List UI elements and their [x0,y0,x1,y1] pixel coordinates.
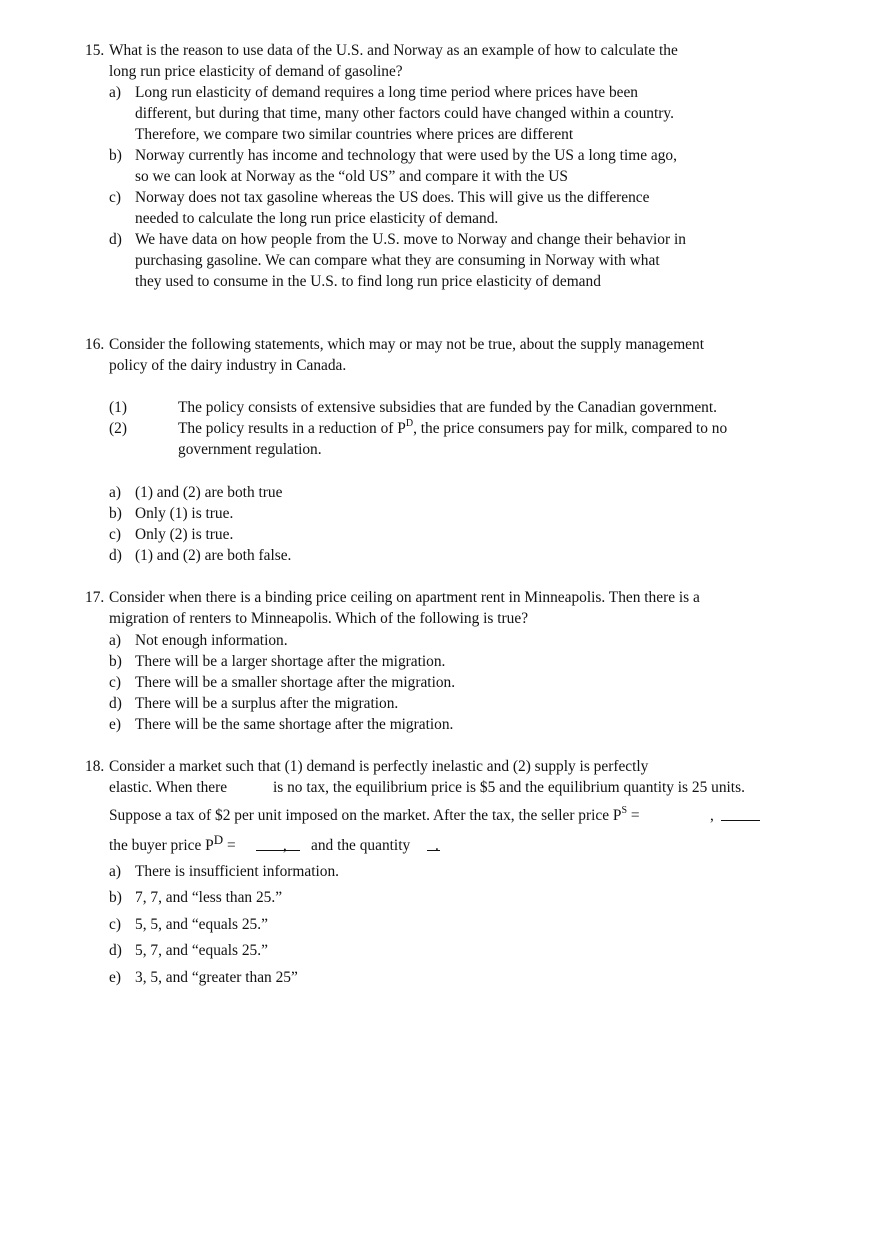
option-text: (1) and (2) are both true [135,484,283,501]
superscript: D [213,831,224,847]
option-text: (1) and (2) are both false. [135,547,292,564]
buyer-price-blank [256,836,300,857]
question-stem-line: long run price elasticity of demand of gasoline? [109,63,403,80]
stem-text-part: Suppose a tax of $2 per unit imposed on the market. After the tax, the seller price P [109,807,622,824]
option-label: a) [109,863,121,880]
comma: , [283,837,287,854]
question-stem-line: elastic. When there [109,779,228,796]
comma: , [710,807,714,824]
question-stem-line: policy of the dairy industry in Canada. [109,357,347,374]
superscript: D [405,417,414,429]
statement-text: government regulation. [178,441,322,458]
option-label: a) [109,84,121,101]
question-stem-line: What is the reason to use data of the U.S. and Norway as an example of how to calculate the [109,42,678,59]
option-text-line: Long run elasticity of demand requires a long time period where prices have been [135,84,639,101]
stem-text-part: the buyer price P [109,837,214,854]
option-text-line: purchasing gasoline. We can compare what they are consuming in Norway with what [135,252,660,269]
question-number: 15. [85,42,105,59]
statement-text-part: , the price consumers pay for milk, compared to no [413,420,728,437]
option-label: b) [109,505,122,522]
option-text-line: they used to consume in the U.S. to find long run price elasticity of demand [135,273,601,290]
option-text: There will be a smaller shortage after the migration. [135,674,456,691]
statement-text: The policy consists of extensive subsidies that are funded by the Canadian government. [178,399,717,416]
question-stem-line [109,806,640,826]
statement-label: (2) [109,420,127,437]
question-stem-line: is no tax, the equilibrium price is $5 and the equilibrium quantity is 25 units. [273,779,745,796]
option-label: b) [109,653,122,670]
option-label: b) [109,147,122,164]
option-text-line: Norway currently has income and technology that were used by the US a long time ago, [135,147,677,164]
option-label: d) [109,942,122,959]
period: . [435,837,439,854]
statement-text-part: The policy results in a reduction of P [178,420,406,437]
option-text-line: We have data on how people from the U.S. move to Norway and change their behavior in [135,231,686,248]
question-stem-line: migration of renters to Minneapolis. Which of the following is true? [109,610,529,627]
statement-label: (1) [109,399,127,416]
stem-text-part: = [627,807,640,824]
option-label: d) [109,231,122,248]
question-stem-text: and the quantity [311,837,411,854]
option-text-line: Norway does not tax gasoline whereas the US does. This will give us the difference [135,189,650,206]
option-text: There will be a larger shortage after the migration. [135,653,446,670]
option-text: There will be a surplus after the migration. [135,695,399,712]
option-text: Only (2) is true. [135,526,234,543]
option-label: c) [109,189,121,206]
option-label: a) [109,484,121,501]
option-text: Not enough information. [135,632,288,649]
option-text-line: Therefore, we compare two similar countries where prices are different [135,126,574,143]
option-label: d) [109,695,122,712]
superscript: S [621,804,628,816]
question-number: 16. [85,336,105,353]
option-text: 3, 5, and “greater than 25” [135,969,298,986]
option-text-line: needed to calculate the long run price elasticity of demand. [135,210,499,227]
option-label: c) [109,526,121,543]
seller-price-blank [721,806,760,827]
option-text: 5, 5, and “equals 25.” [135,916,268,933]
question-stem-line: Consider when there is a binding price ceiling on apartment rent in Minneapolis. Then there is a [109,589,700,606]
statement-text [178,419,727,439]
option-text-line: different, but during that time, many other factors could have changed within a country. [135,105,674,122]
question-number: 18. [85,758,105,775]
option-text: 5, 7, and “equals 25.” [135,942,268,959]
question-stem-line: Consider the following statements, which may or may not be true, about the supply management [109,336,704,353]
option-text-line: so we can look at Norway as the “old US” and compare it with the US [135,168,568,185]
question-number: 17. [85,589,105,606]
option-label: d) [109,547,122,564]
option-label: c) [109,916,121,933]
stem-text-part: = [223,837,236,854]
option-label: e) [109,716,121,733]
option-text: There will be the same shortage after the migration. [135,716,454,733]
option-label: b) [109,889,122,906]
option-text: There is insufficient information. [135,863,340,880]
option-label: a) [109,632,121,649]
option-label: c) [109,674,121,691]
option-text: Only (1) is true. [135,505,234,522]
question-stem-line: Consider a market such that (1) demand is perfectly inelastic and (2) supply is perfectly [109,758,649,775]
option-label: e) [109,969,121,986]
option-text: 7, 7, and “less than 25.” [135,889,283,906]
question-stem-line [109,831,236,856]
